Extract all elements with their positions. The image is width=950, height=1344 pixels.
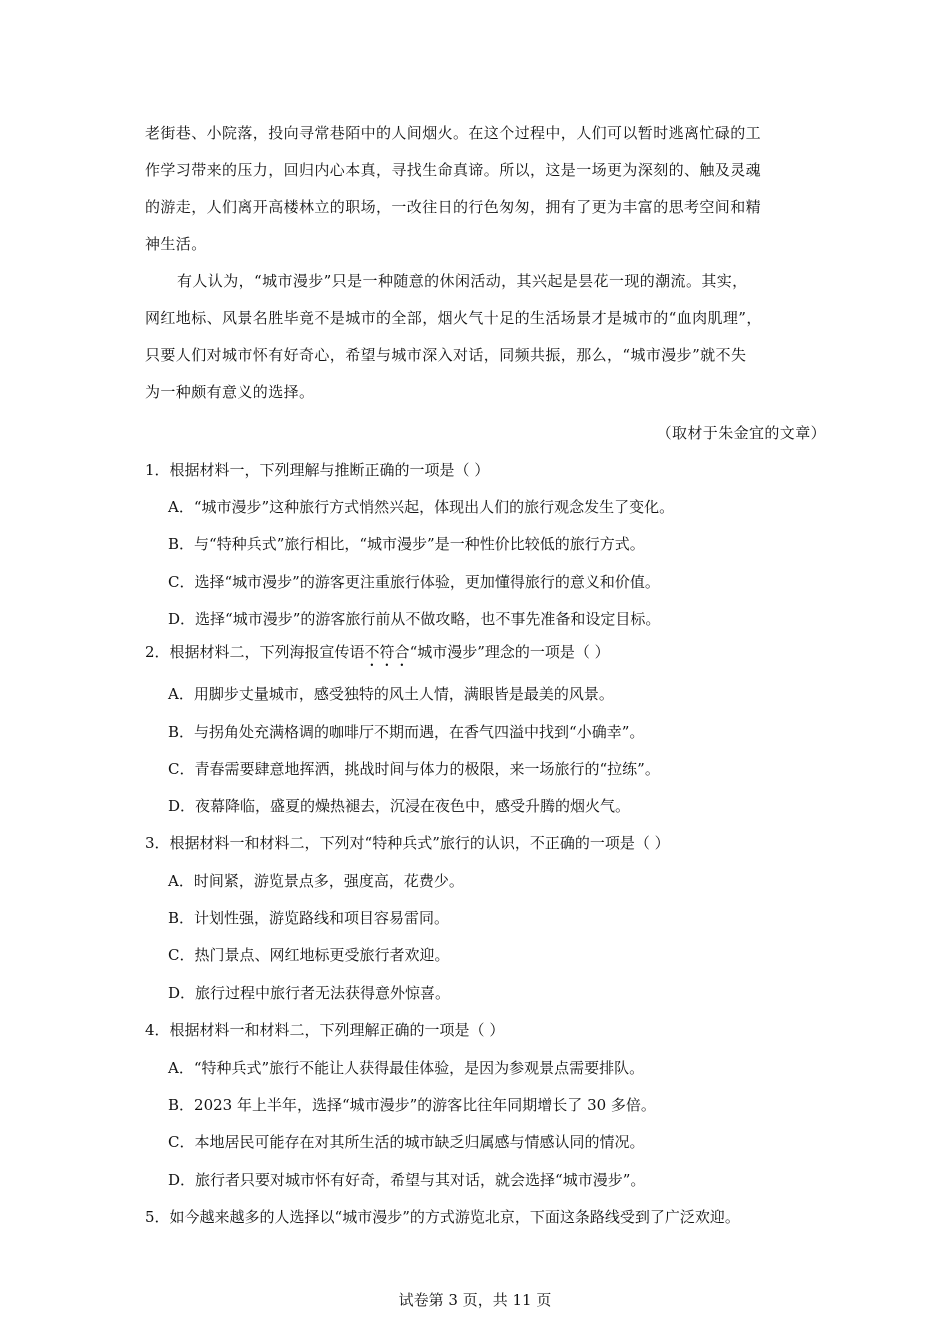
question-3-option-c: C．热门景点、网红地标更受旅行者欢迎。: [168, 946, 450, 964]
question-2-stem-end: “城市漫步”理念的一项是（ ）: [409, 643, 610, 661]
question-2-option-d: D．夜幕降临，盛夏的燥热褪去，沉浸在夜色中，感受升腾的烟火气。: [168, 797, 631, 815]
passage-paragraph-2: [145, 263, 815, 411]
passage-line: 网红地标、风景名胜毕竟不是城市的全部，烟火气十足的生活场景才是城市的“血肉肌理”，: [145, 309, 762, 327]
question-1-option-c: C．选择“城市漫步”的游客更注重旅行体验，更加懂得旅行的意义和价值。: [168, 573, 660, 591]
question-3-option-b: B．计划性强，游览路线和项目容易雷同。: [168, 909, 450, 927]
passage-line: 为一种颇有意义的选择。: [145, 383, 315, 401]
question-4-option-d: D．旅行者只要对城市怀有好奇，希望与其对话，就会选择“城市漫步”。: [168, 1171, 646, 1189]
passage-line: 只要人们对城市怀有好奇心，希望与城市深入对话，同频共振，那么，“城市漫步”就不失: [145, 346, 747, 364]
question-3-option-a: A．时间紧，游览景点多，强度高，花费少。: [168, 872, 464, 890]
passage-line: 作学习带来的压力，回归内心本真，寻找生命真谛。所以，这是一场更为深刻的、触及灵魂: [145, 161, 762, 179]
question-4-stem: 4．根据材料一和材料二，下列理解正确的一项是（ ）: [145, 1021, 505, 1039]
question-1-option-b: B．与“特种兵式”旅行相比，“城市漫步”是一种性价比较低的旅行方式。: [168, 535, 645, 553]
question-1-option-d: D．选择“城市漫步”的游客旅行前从不做攻略，也不事先准备和设定目标。: [168, 610, 661, 628]
question-2-option-b: B．与拐角处充满格调的咖啡厅不期而遇，在香气四溢中找到“小确幸”。: [168, 723, 645, 741]
question-4-option-b: B．2023 年上半年，选择“城市漫步”的游客比往年同期增长了 30 多倍。: [168, 1096, 656, 1114]
page-footer: 试卷第 3 页，共 11 页: [398, 1291, 552, 1309]
passage-paragraph-1: [145, 115, 815, 263]
passage-line: 老街巷、小院落，投向寻常巷陌中的人间烟火。在这个过程中，人们可以暂时逃离忙碌的工: [145, 124, 762, 142]
passage-source: （取材于朱金宜的文章）: [656, 424, 826, 442]
passage-line: 有人认为，“城市漫步”只是一种随意的休闲活动，其兴起是昙花一现的潮流。其实，: [177, 272, 748, 290]
question-1-option-a: A．“城市漫步”这种旅行方式悄然兴起，体现出人们的旅行观念发生了变化。: [168, 498, 675, 516]
question-2-option-a: A．用脚步丈量城市，感受独特的风土人情，满眼皆是最美的风景。: [168, 685, 614, 703]
passage-line: 神生活。: [145, 235, 207, 253]
question-2-stem-start: 2．根据材料二，下列海报宣传语: [145, 643, 365, 661]
question-3-option-d: D．旅行过程中旅行者无法获得意外惊喜。: [168, 984, 451, 1002]
question-2-option-c: C．青春需要肆意地挥洒，挑战时间与体力的极限，来一场旅行的“拉练”。: [168, 760, 660, 778]
question-4-option-c: C．本地居民可能存在对其所生活的城市缺乏归属感与情感认同的情况。: [168, 1133, 645, 1151]
question-4-option-a: A．“特种兵式”旅行不能让人获得最佳体验，是因为参观景点需要排队。: [168, 1059, 645, 1077]
passage-line: 的游走，人们离开高楼林立的职场，一改往日的行色匆匆，拥有了更为丰富的思考空间和精: [145, 198, 762, 216]
question-1-stem: 1．根据材料一，下列理解与推断正确的一项是（ ）: [145, 461, 490, 479]
question-2-stem: [145, 641, 835, 670]
question-5-stem: 5．如今越来越多的人选择以“城市漫步”的方式游览北京，下面这条路线受到了广泛欢迎。: [145, 1208, 740, 1226]
emphasized-text: 不符合: [364, 643, 410, 661]
question-3-stem: 3．根据材料一和材料二，下列对“特种兵式”旅行的认识，不正确的一项是（ ）: [145, 834, 670, 852]
